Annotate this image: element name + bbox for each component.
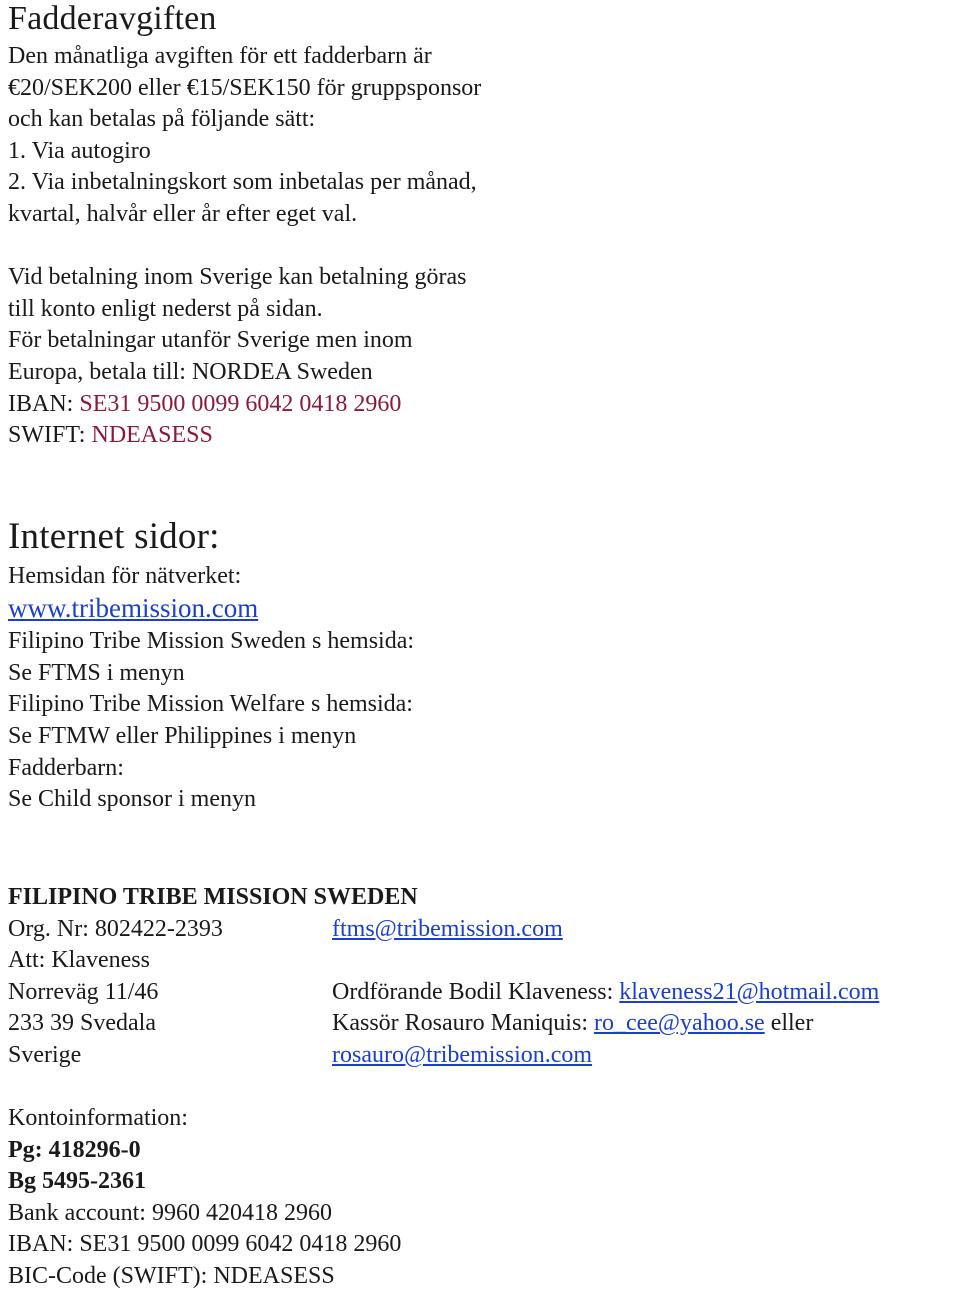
account-heading: Kontoinformation: <box>8 1105 188 1131</box>
treasurer-label: Kassör Rosauro Maniquis: <box>332 1010 594 1037</box>
country: Sverige <box>8 1041 82 1068</box>
ftms-site-label: Filipino Tribe Mission Sweden s hemsida: <box>8 628 415 655</box>
swift-label: SWIFT: <box>8 422 92 449</box>
web-heading: Internet sidor: <box>8 516 220 557</box>
ftms-site-hint: Se FTMS i menyn <box>8 659 185 686</box>
ftmw-site-hint: Se FTMW eller Philippines i menyn <box>8 722 357 749</box>
iban-line <box>8 389 481 421</box>
chair-label: Ordförande Bodil Klaveness: <box>332 978 620 1005</box>
organization-name: FILIPINO TRIBE MISSION SWEDEN <box>8 884 418 910</box>
bic-code: BIC-Code (SWIFT): NDEASESS <box>8 1262 335 1289</box>
swift-value: NDEASESS <box>91 422 213 449</box>
org-email-link[interactable]: ftms@tribemission.com <box>332 915 563 942</box>
sponsorship-fee-section <box>8 0 481 452</box>
chair-email-link[interactable]: klaveness21@hotmail.com <box>619 978 880 1005</box>
swift-line <box>8 420 481 452</box>
europe-payment-line: Europa, betala till: NORDEA Sweden <box>8 358 373 385</box>
sweden-payment-line: till konto enligt nederst på sidan. <box>8 295 323 322</box>
iban-number: IBAN: SE31 9500 0099 6042 0418 2960 <box>8 1231 402 1258</box>
treasurer-email-2-link[interactable]: rosauro@tribemission.com <box>332 1041 593 1068</box>
plusgiro-number: Pg: 418296-0 <box>8 1136 141 1163</box>
treasurer-or: eller <box>764 1010 814 1037</box>
street-address: Norreväg 11/46 <box>8 978 159 1005</box>
treasurer-contact <box>332 1008 813 1040</box>
payment-option-2: 2. Via inbetalningskort som inbetalas per månad, <box>8 169 477 196</box>
iban-value: SE31 9500 0099 6042 0418 2960 <box>79 390 402 417</box>
bankgiro-number: Bg 5495-2361 <box>8 1168 146 1195</box>
payment-option-1: 1. Via autogiro <box>8 137 151 164</box>
fee-intro-line: €20/SEK200 eller €15/SEK150 för gruppsponsor <box>8 74 482 101</box>
organization-contact-section <box>8 882 960 1072</box>
account-info-section <box>8 1103 401 1293</box>
blank-line <box>8 231 481 263</box>
attention-line: Att: Klaveness <box>8 947 150 974</box>
bank-account-number: Bank account: 9960 420418 2960 <box>8 1199 332 1226</box>
postal-address: 233 39 Svedala <box>8 1010 156 1037</box>
sponsor-child-hint: Se Child sponsor i menyn <box>8 786 257 813</box>
sponsor-child-label: Fadderbarn: <box>8 754 124 781</box>
org-number: Org. Nr: 802422-2393 <box>8 915 223 942</box>
network-label: Hemsidan för nätverket: <box>8 563 242 589</box>
treasurer-email-link[interactable]: ro_cee@yahoo.se <box>593 1010 765 1037</box>
iban-label: IBAN: <box>8 390 80 417</box>
fee-intro-line: Den månatliga avgiften för ett fadderbarn är <box>8 43 432 69</box>
fee-text <box>8 41 481 452</box>
payment-option-2-cont: kvartal, halvår eller år efter eget val. <box>8 200 358 227</box>
network-website-link[interactable]: www.tribemission.com <box>8 592 259 623</box>
europe-payment-line: För betalningar utanför Sverige men inom <box>8 327 413 354</box>
fee-intro-line: och kan betalas på följande sätt: <box>8 106 316 133</box>
fee-heading: Fadderavgiften <box>8 0 217 37</box>
chair-contact <box>332 977 879 1009</box>
internet-sites-section <box>8 517 414 816</box>
ftmw-site-label: Filipino Tribe Mission Welfare s hemsida: <box>8 691 413 718</box>
sweden-payment-line: Vid betalning inom Sverige kan betalning göras <box>8 264 467 291</box>
web-text <box>8 561 414 816</box>
